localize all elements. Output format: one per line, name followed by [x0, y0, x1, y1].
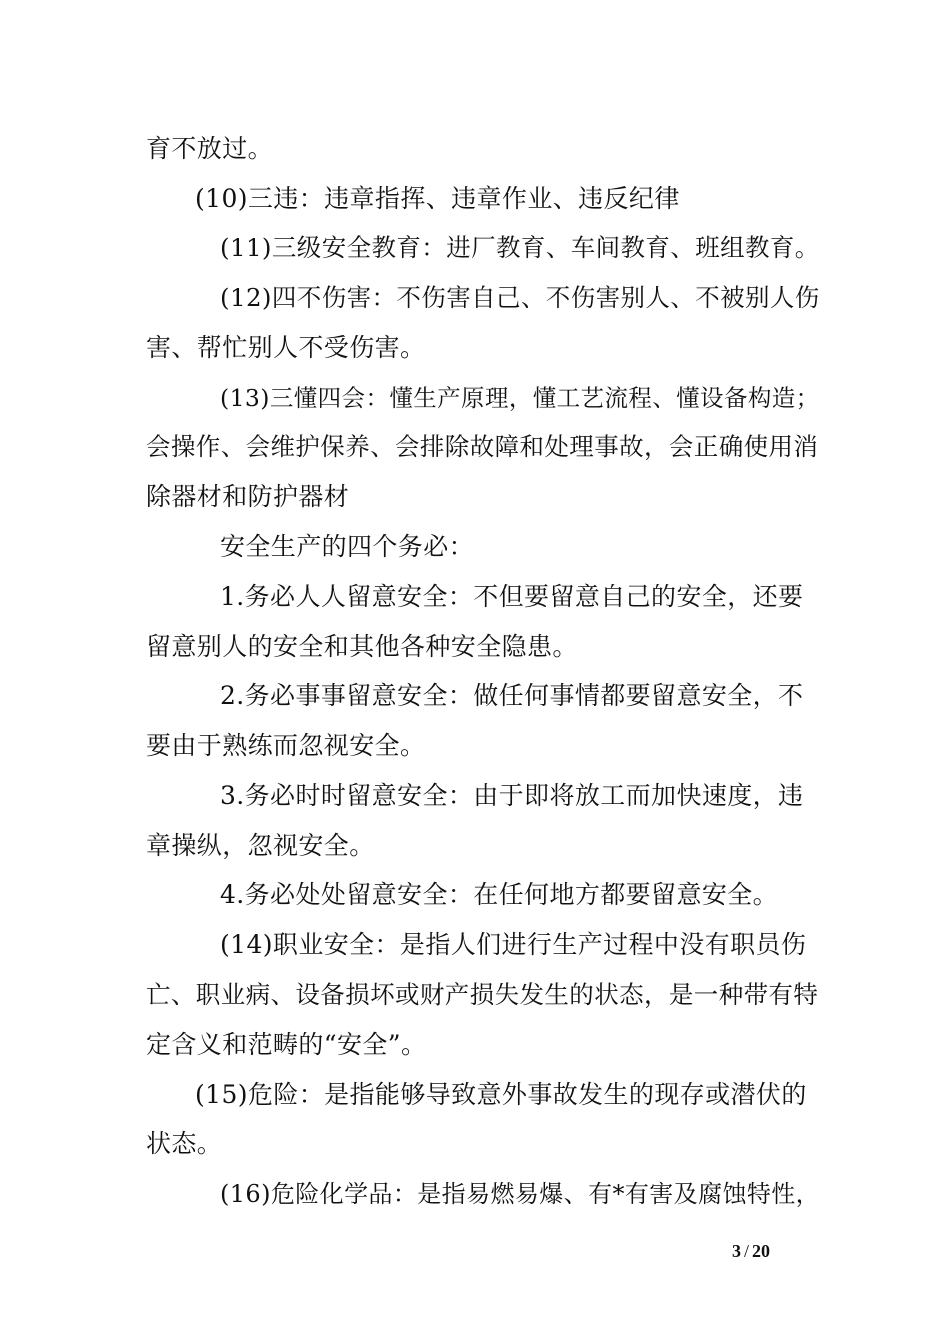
text-line: (10)三违：违章指挥、违章作业、违反纪律: [195, 184, 680, 213]
text-line: (12)四不伤害：不伤害自己、不伤害别人、不被别人伤: [220, 283, 820, 312]
text-line: 育不放过。: [146, 134, 274, 163]
text-line: (15)危险：是指能够导致意外事故发生的现存或潜伏的: [195, 1080, 807, 1109]
text-line: (14)职业安全：是指人们进行生产过程中没有职员伤: [220, 930, 807, 959]
text-line: 害、帮忙别人不受伤害。: [146, 333, 426, 362]
text-line: 要由于熟练而忽视安全。: [146, 731, 426, 760]
text-line: 除器材和防护器材: [146, 482, 350, 511]
text-line: (11)三级安全教育：进厂教育、车间教育、班组教育。: [220, 233, 820, 262]
text-line: 留意别人的安全和其他各种安全隐患。: [146, 632, 578, 661]
page-separator: /: [744, 1241, 750, 1261]
text-line: 安全生产的四个务必：: [220, 532, 475, 561]
text-line: 定含义和范畴的“安全”。: [146, 1030, 427, 1059]
text-line: (13)三懂四会：懂生产原理，懂工艺流程、懂设备构造；: [220, 384, 820, 412]
text-line: 状态。: [146, 1129, 223, 1158]
text-line: 3.务必时时留意安全：由于即将放工而加快速度，违: [220, 781, 804, 810]
text-line: 2.务必事事留意安全：做任何事情都要留意安全，不: [220, 681, 804, 710]
text-line: (16)危险化学品：是指易燃易爆、有*有害及腐蚀特性，: [220, 1180, 821, 1208]
current-page-number: 3: [732, 1241, 741, 1261]
text-line: 亡、职业病、设备损坏或财产损失发生的状态，是一种带有特: [146, 980, 819, 1009]
text-line: 1.务必人人留意安全：不但要留意自己的安全，还要: [220, 582, 804, 611]
text-line: 4.务必处处留意安全：在任何地方都要留意安全。: [220, 880, 779, 909]
page-number: [732, 1241, 770, 1262]
total-pages-number: 20: [752, 1241, 771, 1261]
text-line: 章操纵，忽视安全。: [146, 831, 375, 860]
text-line: 会操作、会维护保养、会排除故障和处理事故，会正确使用消: [146, 432, 819, 461]
